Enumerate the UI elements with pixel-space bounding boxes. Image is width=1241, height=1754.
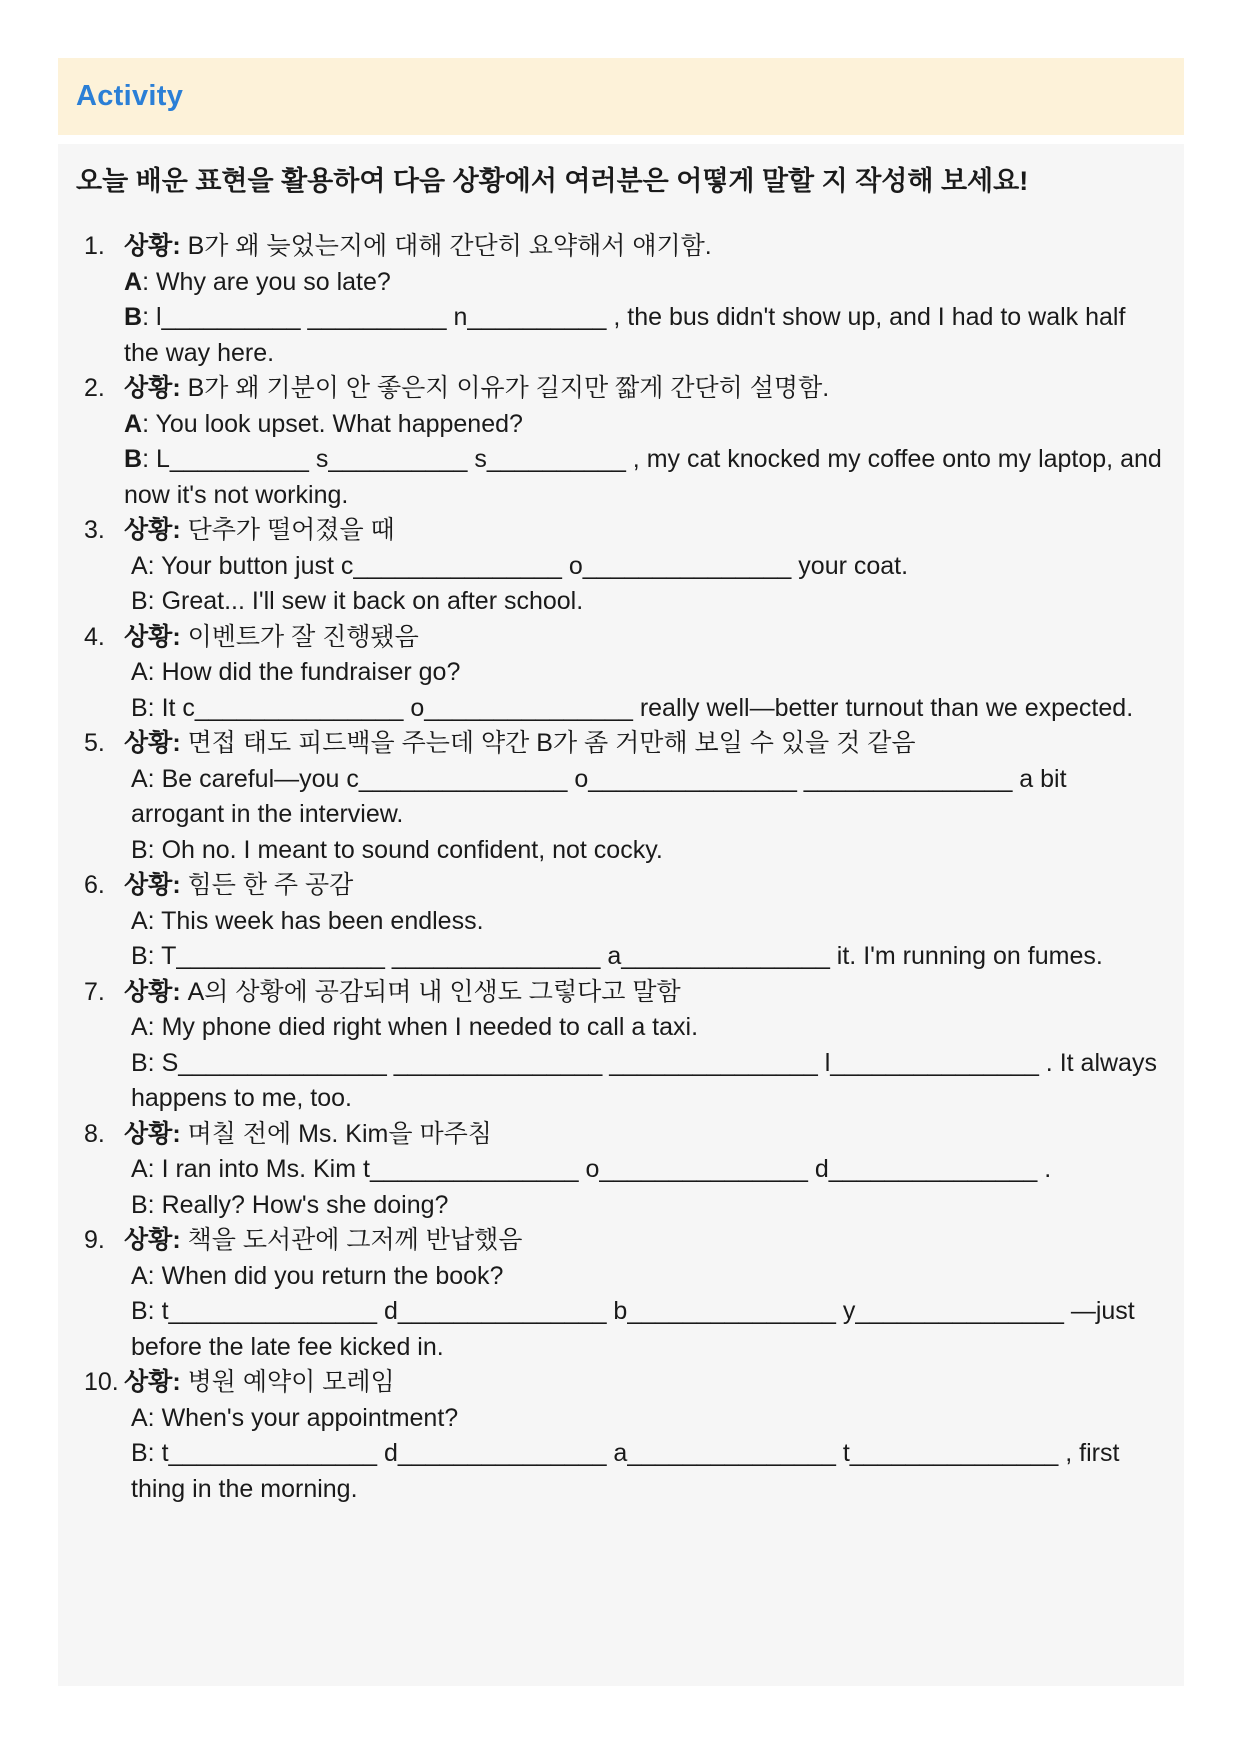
dialogue-text: : L__________ s__________ s__________ , my cat knocked my coffee onto my laptop, and now it's not working. [124,445,1162,509]
situation-text: 면접 태도 피드백을 주는데 약간 B가 좀 거만해 보일 수 있을 것 같음 [187,729,916,758]
situation-label: 상황 [124,232,173,261]
dialogue-text: A: How did the fundraiser go? [131,658,461,687]
situation-text: 병원 예약이 모레임 [187,1368,395,1397]
exercise-list [76,229,1166,1507]
dialogue-line [124,265,1166,301]
situation-separator: : [172,871,188,900]
item-number: 9. [84,1226,105,1255]
activity-header-bar [58,58,1184,135]
situation-line [124,975,1166,1011]
exercise-item [76,975,1166,1117]
dialogue-text: A: My phone died right when I needed to call a taxi. [131,1013,699,1042]
dialogue-text: B: Oh no. I meant to sound confident, not cocky. [131,835,663,864]
dialogue-line [124,939,1166,975]
situation-separator: : [172,232,188,261]
situation-label: 상황 [124,1119,173,1148]
situation-text: 이벤트가 잘 진행됐음 [187,622,419,651]
situation-separator: : [172,729,188,758]
dialogue-line [124,300,1166,371]
dialogue-line [124,1294,1166,1365]
speaker-label: A [124,267,143,296]
dialogue-text: A: Be careful—you c_______________ o_______________ _______________ a bit arrogant in the interview. [131,764,1067,829]
exercise-item [76,1117,1166,1224]
situation-text: 단추가 떨어졌을 때 [187,516,395,545]
dialogue-line [124,1188,1166,1224]
situation-line [124,1365,1166,1401]
situation-label: 상황 [124,622,173,651]
item-number: 8. [84,1119,105,1148]
exercise-item [76,1223,1166,1365]
dialogue-text: : You look upset. What happened? [142,409,523,438]
dialogue-text: B: t_______________ d_______________ a_______________ t_______________ , first thing in the morning. [131,1439,1120,1503]
situation-label: 상황 [124,977,173,1006]
content-panel [58,144,1184,1686]
situation-text: B가 왜 늦었는지에 대해 간단히 요약해서 얘기함. [187,232,712,261]
situation-label: 상황 [124,374,173,403]
situation-separator: : [172,1119,188,1148]
dialogue-text: B: Really? How's she doing? [131,1190,449,1219]
situation-separator: : [172,1226,188,1255]
dialogue-text: B: Great... I'll sew it back on after school. [131,587,584,616]
situation-line [124,726,1166,762]
situation-text: A의 상황에 공감되며 내 인생도 그렇다고 말함 [187,977,681,1006]
item-number: 1. [84,232,105,261]
item-number: 3. [84,516,105,545]
speaker-label: B [124,303,143,332]
situation-text: 책을 도서관에 그저께 반납했음 [187,1226,523,1255]
item-number: 10. [84,1368,119,1397]
item-number: 6. [84,871,105,900]
dialogue-line [124,442,1166,513]
dialogue-text: B: It c_______________ o_______________ really well—better turnout than we expected. [131,693,1134,722]
item-number: 2. [84,374,105,403]
exercise-item [76,868,1166,975]
situation-text: B가 왜 기분이 안 좋은지 이유가 길지만 짧게 간단히 설명함. [187,374,830,403]
dialogue-line [124,762,1166,833]
situation-separator: : [172,1368,188,1397]
dialogue-text: B: t_______________ d_______________ b_______________ y_______________ —just before the late fee kicked in. [131,1297,1135,1361]
dialogue-line [124,691,1166,727]
dialogue-line [124,1436,1166,1507]
speaker-label: A [124,409,143,438]
dialogue-text: A: When's your appointment? [131,1403,459,1432]
dialogue-text: : l__________ __________ n__________ , the bus didn't show up, and I had to walk half the way here. [124,303,1126,367]
dialogue-line [124,1010,1166,1046]
situation-label: 상황 [124,871,173,900]
exercise-item [76,726,1166,868]
exercise-item [76,1365,1166,1507]
dialogue-text: : Why are you so late? [142,267,391,296]
dialogue-line [124,655,1166,691]
situation-separator: : [172,516,188,545]
situation-line [124,868,1166,904]
situation-label: 상황 [124,516,173,545]
item-number: 7. [84,977,105,1006]
situation-line [124,371,1166,407]
dialogue-line [124,1046,1166,1117]
situation-line [124,1223,1166,1259]
exercise-item [76,371,1166,513]
dialogue-line [124,1152,1166,1188]
dialogue-line [124,1259,1166,1295]
situation-line [124,229,1166,265]
dialogue-text: B: S_______________ _______________ _______________ l_______________ . It always happens to me, too. [131,1048,1157,1113]
situation-line [124,513,1166,549]
situation-text: 며칠 전에 Ms. Kim을 마주침 [187,1119,492,1148]
situation-line [124,1117,1166,1153]
situation-separator: : [172,977,188,1006]
item-number: 5. [84,729,105,758]
dialogue-text: A: Your button just c_______________ o_______________ your coat. [131,551,909,580]
dialogue-text: B: T_______________ _______________ a_______________ it. I'm running on fumes. [131,942,1103,971]
exercise-item [76,229,1166,371]
dialogue-text: A: I ran into Ms. Kim t_______________ o_______________ d_______________ . [131,1155,1052,1184]
situation-label: 상황 [124,729,173,758]
dialogue-line [124,584,1166,620]
dialogue-line [124,904,1166,940]
situation-text: 힘든 한 주 공감 [187,871,354,900]
situation-label: 상황 [124,1368,173,1397]
activity-title: Activity [76,80,184,112]
dialogue-line [124,1401,1166,1437]
instruction-text: 오늘 배운 표현을 활용하여 다음 상황에서 여러분은 어떻게 말할 지 작성해 보세요! [76,166,1029,196]
exercise-item [76,620,1166,727]
dialogue-line [124,833,1166,869]
situation-separator: : [172,622,188,651]
situation-separator: : [172,374,188,403]
dialogue-text: A: When did you return the book? [131,1261,504,1290]
situation-label: 상황 [124,1226,173,1255]
situation-line [124,620,1166,656]
dialogue-line [124,407,1166,443]
dialogue-line [124,549,1166,585]
speaker-label: B [124,445,143,474]
exercise-item [76,513,1166,620]
item-number: 4. [84,622,105,651]
dialogue-text: A: This week has been endless. [131,906,484,935]
